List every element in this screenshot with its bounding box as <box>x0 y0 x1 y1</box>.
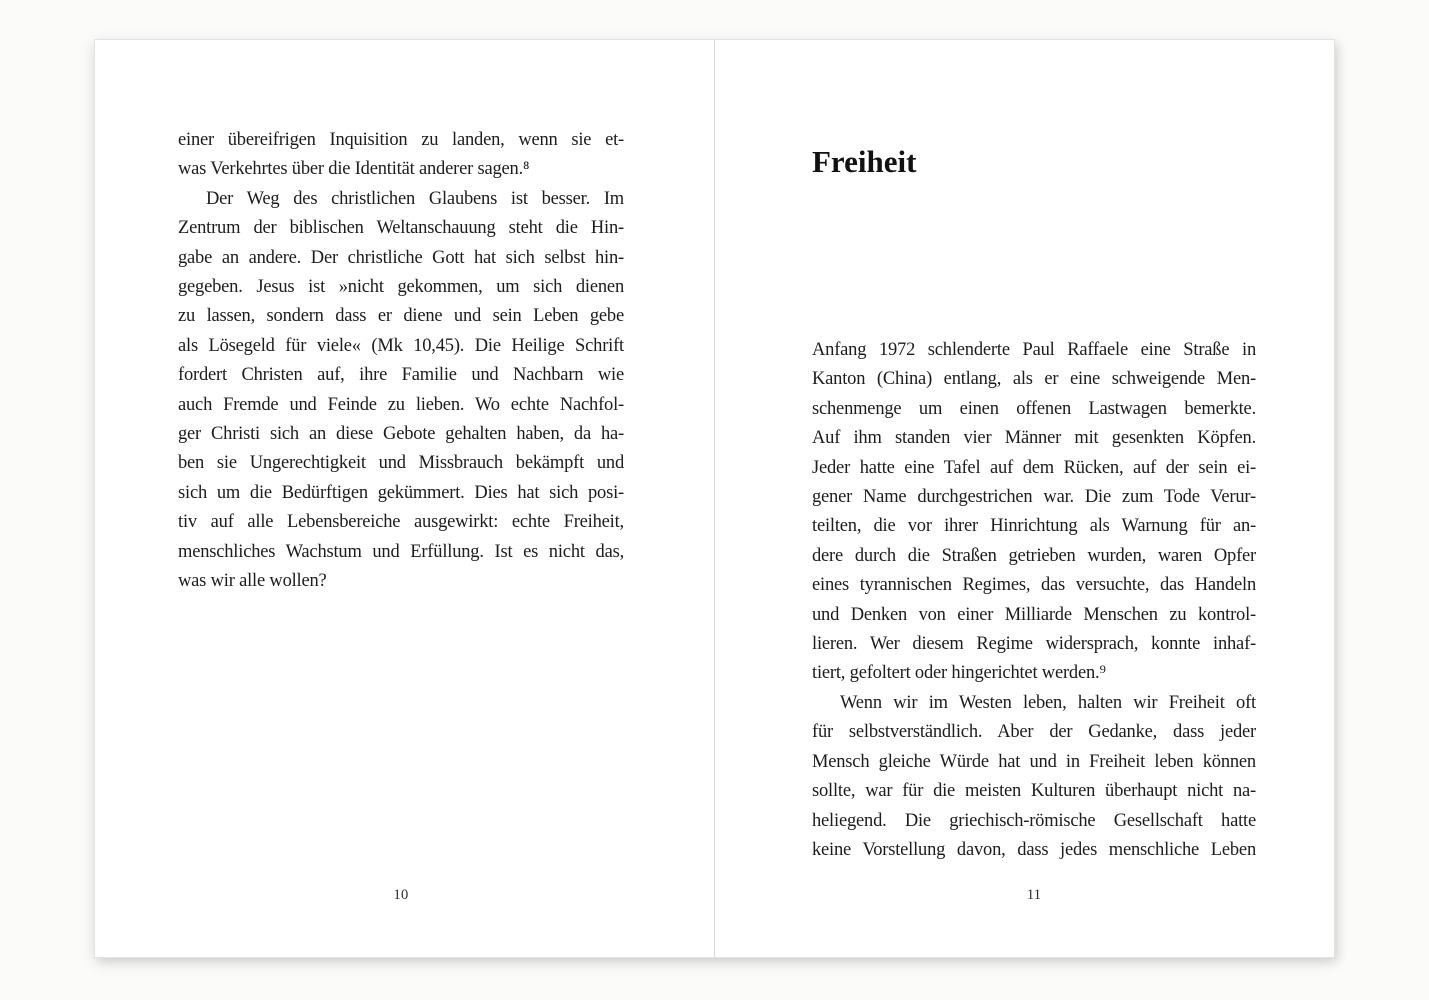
text-line: sollte, war für die meisten Kulturen überhaupt nicht na- <box>812 781 1256 802</box>
text-line: Zentrum der biblischen Weltanschauung steht die Hin- <box>178 218 624 239</box>
text-line: Kanton (China) entlang, als er eine schweigende Men- <box>812 369 1256 390</box>
book-spread <box>94 39 1335 958</box>
text-line: zu lassen, sondern dass er diene und sein Leben gebe <box>178 306 624 327</box>
text-line: Auf ihm standen vier Männer mit gesenkten Köpfen. <box>812 428 1256 449</box>
text-line: dere durch die Straßen getrieben wurden, waren Opfer <box>812 545 1256 566</box>
text-line: gegeben. Jesus ist »nicht gekommen, um sich dienen <box>178 277 624 298</box>
page-right <box>715 40 1335 957</box>
text-line: ger Christi sich an diese Gebote gehalten haben, da ha- <box>178 424 624 445</box>
left-text-column <box>178 126 624 597</box>
text-line: eines tyrannischen Regimes, das versuchte, das Handeln <box>812 575 1256 596</box>
text-line: sich um die Bedürftigen gekümmert. Dies hat sich posi- <box>178 482 624 503</box>
text-line: was wir alle wollen? <box>178 571 327 592</box>
text-line: Jeder hatte eine Tafel auf dem Rücken, auf der sein ei- <box>812 457 1256 478</box>
text-line: Wenn wir im Westen leben, halten wir Freiheit oft <box>840 692 1256 713</box>
text-line: fordert Christen auf, ihre Familie und Nachbarn wie <box>178 365 624 386</box>
text-line: teilten, die vor ihrer Hinrichtung als Warnung für an- <box>812 516 1256 537</box>
page-left <box>95 40 714 957</box>
text-line: gener Name durchgestrichen war. Die zum Tode Verur- <box>812 487 1256 508</box>
text-line: tiv auf alle Lebensbereiche ausgewirkt: echte Freiheit, <box>178 512 624 533</box>
text-line: lieren. Wer diesem Regime widersprach, konnte inhaf- <box>812 634 1256 655</box>
text-line: tiert, gefoltert oder hingerichtet werden.⁹ <box>812 663 1106 684</box>
text-line: keine Vorstellung davon, dass jedes menschliche Leben <box>812 839 1256 860</box>
text-line: ben sie Ungerechtigkeit und Missbrauch bekämpft und <box>178 453 624 474</box>
text-line: gabe an andere. Der christliche Gott hat sich selbst hin- <box>178 247 624 268</box>
text-line: was Verkehrtes über die Identität anderer sagen.⁸ <box>178 159 530 180</box>
text-line: als Lösegeld für viele« (Mk 10,45). Die Heilige Schrift <box>178 335 624 356</box>
text-line: Anfang 1972 schlenderte Paul Raffaele eine Straße in <box>812 340 1256 360</box>
text-line: auch Fremde und Feinde zu lieben. Wo echte Nachfol- <box>178 394 624 415</box>
text-line: Mensch gleiche Würde hat und in Freiheit leben können <box>812 751 1256 772</box>
text-line: Der Weg des christlichen Glaubens ist besser. Im <box>206 188 624 209</box>
chapter-title: Freiheit <box>812 144 917 179</box>
page-number-left: 10 <box>393 887 409 903</box>
text-line: und Denken von einer Milliarde Menschen zu kontrol- <box>812 604 1256 625</box>
text-line: für selbstverständlich. Aber der Gedanke, dass jeder <box>812 722 1256 743</box>
text-line: heliegend. Die griechisch-römische Gesellschaft hatte <box>812 810 1256 831</box>
right-text-column <box>812 336 1256 865</box>
page-number-right: 11 <box>1026 887 1042 903</box>
text-line: schenmenge um einen offenen Lastwagen bemerkte. <box>812 398 1256 419</box>
text-line: menschliches Wachstum und Erfüllung. Ist es nicht das, <box>178 541 624 562</box>
text-line: einer übereifrigen Inquisition zu landen, wenn sie et- <box>178 130 624 150</box>
